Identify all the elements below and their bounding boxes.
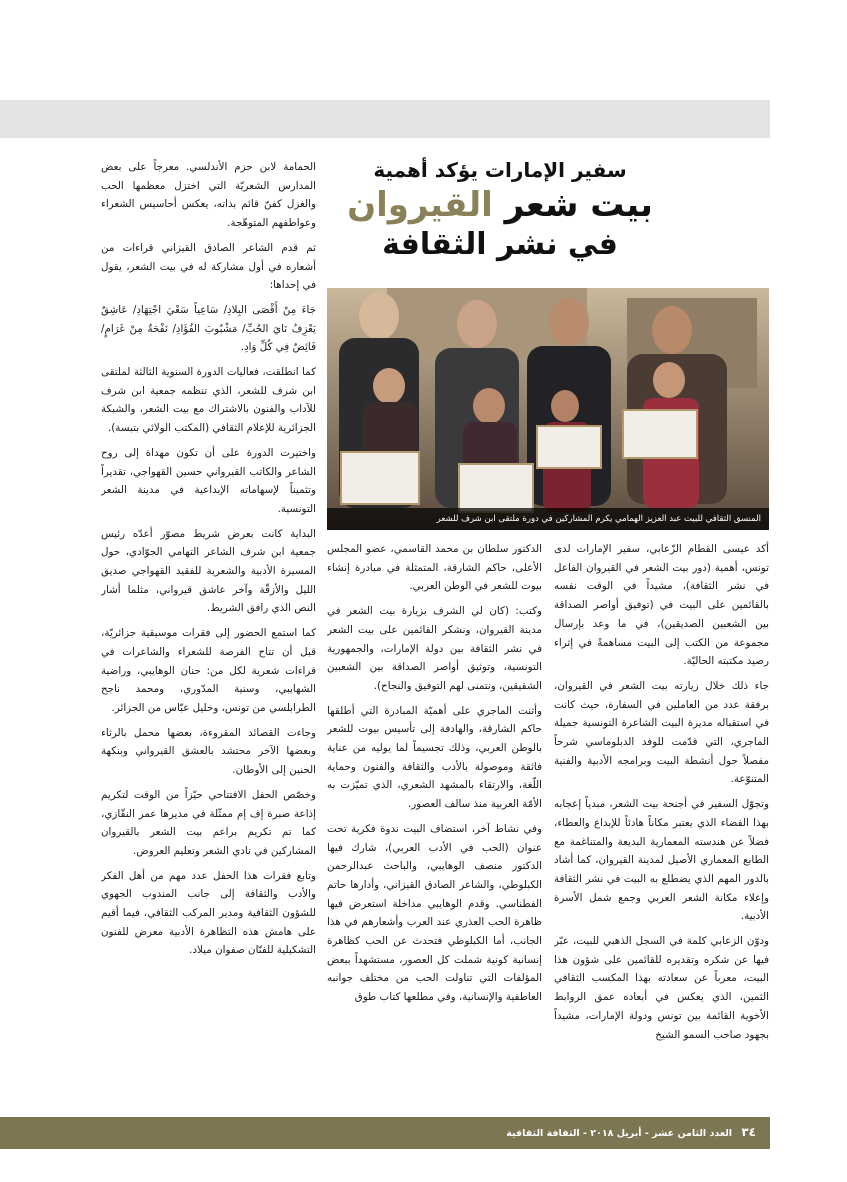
paragraph: أكد عيسى القطام الزّعابي، سفير الإمارات لدى تونس، أهمية (دور بيت الشعر في القيروان الفاعل في نشر الثقافة)، مشيداً في الوقت نفسه بالقائمين على البيت في (توفيق أواصر الصداقة بين الشعبين الصديقين)، في ما وعد بإرسال مجموعة من الكتب إلى البيت مساهمةً في إثراء رصيد مكتبته الحاليّة. [554, 543, 769, 668]
paragraph: البداية كانت بعرض شريط مصوّر أعدّه رئيس جمعية ابن شرف الشاعر التهامي الجوّادي، حول المسيرة الأدبية والشعرية للفقيد القهواجي صديق الليل والأزقّة وآخر عاشق قيرواني، مثلما أشار النص الذي رافق الشريط. [101, 527, 316, 615]
paragraph: الدكتور سلطان بن محمد القاسمي، عضو المجلس الأعلى، حاكم الشارقة، المتمثلة في مبادرة إنشاء بيوت للشعر في الوطن العربي. [327, 543, 542, 593]
paragraph: كما استمع الحضور إلى فقرات موسيقية جزائريّة، قبل أن تتاح الفرصة للشعراء والشاعرات في قراءات شعرية لكل من: حنان الوهايبي، وراضية الشهايبي، وسنية المدّوري، ومحمد ناجح الطرابلسي من تونس، وخليل عبّاس من الجزائر. [101, 627, 316, 714]
page-number: ٣٤ [741, 1125, 756, 1139]
footer-info [506, 1125, 756, 1139]
paragraph: ثم قدم الشاعر الصادق القيزاني قراءات من أشعاره في أول مشاركة له في بيت الشعر، يقول في إحداها: [101, 241, 316, 292]
paragraph: كما انطلقت، فعاليات الدورة السنوية الثالثة لملتقى ابن شرف للشعر، الذي تنظمه جمعية ابن شرف للآداب والفنون بالاشتراك مع بيت الشعر، والشبكة الجزائرية للإعلام الثقافي (المكتب الولائي بتبسة). [101, 366, 316, 435]
paragraph: وخصّص الحفل الافتتاحي حيّزاً من الوقت لتكريم إذاعة صبرة إف إم ممثّلة في مديرها عمر النقّازي، كما تم تكريم براعم بيت الشعر بالقيروان المشاركين في نادي الشعر وتعليم العروض. [101, 788, 316, 857]
article-column-left [101, 158, 316, 1058]
paragraph: وكتب: (كان لي الشرف بزيارة بيت الشعر في مدينة القيروان، ونشكر القائمين على بيت الشعر في نشر الثقافة بين دولة الإمارات، والجمهورية التونسية، وتوثيق أواصر الصداقة بين الشعبين الشقيقين، ونتمنى لهم التوفيق والنجاح). [327, 605, 542, 692]
article-column-right [554, 540, 769, 1060]
paragraph: وتابع فقرات هذا الحفل عدد مهم من أهل الفكر والأدب والثقافة إلى جانب المندوب الجهوي للشؤون الثقافية ومدير المركب الثقافي، فيما أقيم على هامش هذه التظاهرة الأدبية معرض للفنون التشكيلية للفنّان صفوان ميلاد. [101, 869, 316, 957]
group-photo-image [327, 288, 769, 530]
article-column-middle [327, 540, 542, 1060]
paragraph: واختيرت الدورة على أن تكون مهداة إلى روح الشاعر والكاتب القيرواني حسين القهواجي، تقديراً وتثميناً لإسهاماته الإبداعية في مدينة الشعر التونسية. [101, 446, 316, 515]
poem-verse: جَاءَ مِنْ أَقْصَى البِلادِ/ سَاعِياً سَعْيَ اجْتِهَادِ/ عَاشِقٌ يَعْزِفُ نَايَ الحُبِّ/ مَشْبُوبَ الفُؤَادِ/ نَفْحَةٌ مِنْ غَرَامٍ/ فَائِضٌ فِي كُلِّ وَادِ. [101, 303, 316, 354]
article-kicker: سفير الإمارات يؤكد أهمية [373, 158, 627, 182]
top-header-band [0, 100, 770, 138]
photo-caption: المنسق الثقافي للبيت عبد العزيز الهمامي يكرم المشاركين في دورة ملتقى ابن شرف للشعر [327, 508, 769, 530]
magazine-name: الثقافة الثقافية [506, 1128, 580, 1139]
paragraph: الحمامة لابن حزم الأندلسي. معرجاً على بعض المدارس الشعريّة التي اختزل معظمها الحب والغزل كفنّ قائم بذاته، يعكس أحاسيس الشعراء وعواطفهم المتوهّجة. [101, 161, 316, 230]
article-headline [330, 184, 670, 226]
paragraph: وجاءت القصائد المقروءة، بعضها محمل بالرثاء وبعضها الآخر محتشد بالعشق القيرواني وبنكهة الحنين إلى الأوطان. [101, 726, 316, 777]
paragraph: وتجوّل السفير في أجنحة بيت الشعر، مبدياً إعجابه بهذا الفضاء الذي يعتبر مكاناً هادئاً للإبداع والعطاء، فضلاً عن هندسته المعمارية البديعة والمتناغمة مع الطابع المعماري الأصيل لمدينة القيروان، كما أشاد بالدور المهم الذي يضطلع به البيت في نشر الثقافة وإعلاء مكانة الشعر العربي وجمع شمل الأسرة الأدبية. [554, 798, 769, 923]
headline-text: بيت شعر [492, 185, 653, 225]
paragraph: جاء ذلك خلال زيارته بيت الشعر في القيروان، برفقة عدد من العاملين في السفارة، حيث كانت في استقباله مديرة البيت الشاعرة التونسية جميلة الماجري، التي قدّمت للوفد الدبلوماسي شرحاً مفصلاً حول أنشطة البيت وبرامجه الأدبية والفنية المتنوّعة. [554, 679, 769, 786]
paragraph: ودوّن الزعابي كلمة في السجل الذهبي للبيت، عبّر فيها عن شكره وتقديره للقائمين على شؤون هذا البيت، معرباً عن سعادته بهذا المكسب الثقافي الثمين، الذي يعكس في أبعاده عمق الروابط الأخوية القائمة بين تونس ودولة الإمارات، مشيداً بجهود صاحب السمو الشيخ [554, 935, 769, 1041]
article-headline-line2: في نشر الثقافة [382, 227, 618, 262]
issue-text: العدد الثامن عشر - أبريل ٢٠١٨ - [582, 1128, 733, 1139]
article-photo [327, 288, 769, 530]
article-title-block [330, 158, 670, 264]
paragraph: وأثنت الماجري على أهميّة المبادرة التي أطلقها حاكم الشارقة، والهادفة إلى تأسيس بيوت للشعر بالوطن العربي، وذلك تجسيماً لما يوليه من عناية فائقة وموصولة بالأدب والثقافة والفنون وحماية اللّغة، والارتقاء بالمشهد الشعري، الذي تميّزت به الأمّة العربية منذ سالف العصور. [327, 704, 542, 811]
paragraph: وفي نشاط آخر، استضاف البيت ندوة فكرية تحت عنوان (الحب في الأدب العربي)، شارك فيها الدكتور منصف الوهايبي، والباحث عبدالرحمن الكبلوطي، والشاعر الصادق القيزاني، وأدارها حاتم الفطناسي. وقدم الوهايبي مداخلة استعرض فيها ظاهرة الحب العذري عند العرب وأشعارهم في هذا الجانب، أما الكبلوطي فتحدث عن الحب كظاهرة إنسانية كونية شملت كل العصور، مستشهداً ببعض المؤلفات التي تناولت الحب من مختلف جوانبه العاطفية والإنسانية، وفي مطلعها كتاب طوق [327, 822, 542, 1004]
headline-accent: القيروان [347, 185, 493, 225]
